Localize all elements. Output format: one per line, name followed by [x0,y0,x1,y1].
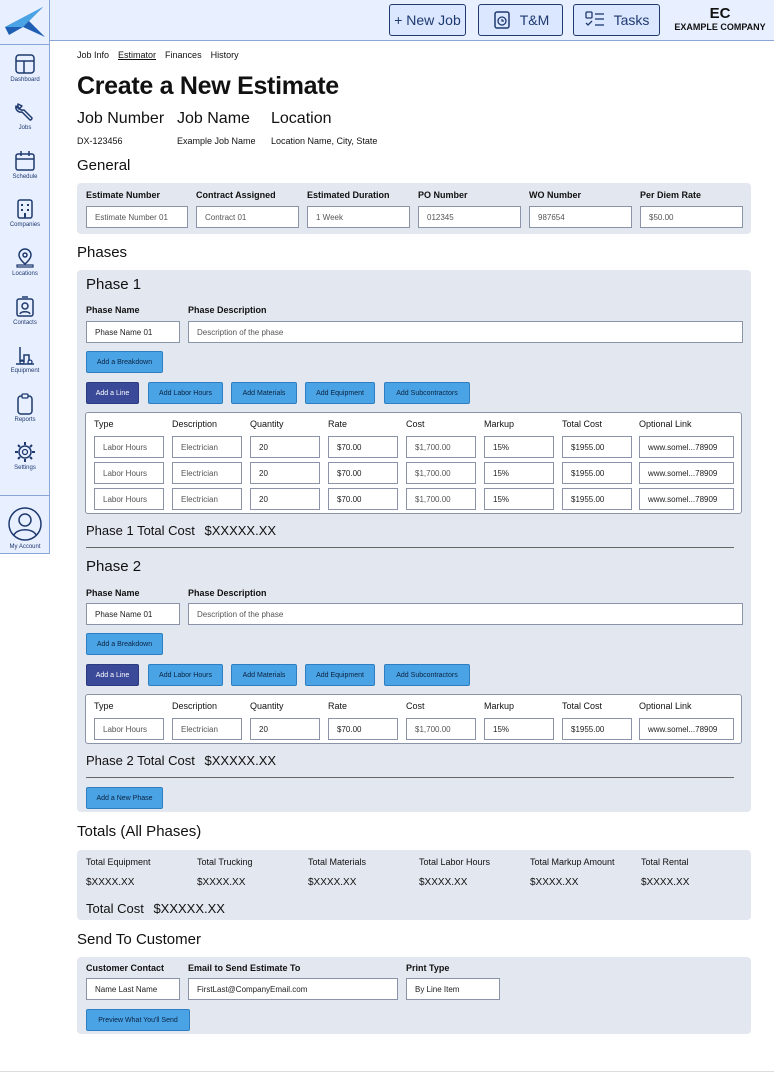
field-po-number [418,190,521,228]
general-heading: General [77,157,131,174]
total-item [419,857,490,888]
optional-link-input[interactable]: www.somel...78909 [639,488,734,510]
phase-title: Phase 1 [86,276,142,293]
company-name: EXAMPLE COMPANY [674,22,766,32]
job-name-value: Example Job Name [177,136,256,146]
add-equipment-button[interactable]: Add Equipment [305,664,375,686]
total-item-label: Total Trucking [197,857,253,867]
tm-label: T&M [519,12,550,28]
grand-total-label: Total Cost [86,901,144,916]
column-header: Rate [328,701,348,711]
phase-name-label: Phase Name [86,305,140,315]
sidebar-divider [0,44,50,45]
optional-link-input[interactable]: www.somel...78909 [639,462,734,484]
type-input[interactable]: Labor Hours [94,488,164,510]
footer-divider [0,1071,774,1072]
phase-description-label: Phase Description [188,588,267,598]
add-labor-hours-button[interactable]: Add Labor Hours [148,664,223,686]
phases-heading: Phases [77,244,128,261]
column-header: Optional Link [639,419,692,429]
description-input[interactable]: Electrician [172,718,242,740]
customer-contact-field [86,963,180,1000]
total-item-value: $XXXX.XX [308,877,357,888]
total-item-value: $XXXX.XX [641,877,690,888]
field-label: Customer Contact [86,963,165,973]
total-item-label: Total Labor Hours [419,857,491,867]
markup-input[interactable]: 15% [484,462,554,484]
totals-panel [77,850,751,920]
contact-card-icon [14,296,36,318]
add-new-phase-button[interactable]: Add a New Phase [86,787,163,809]
cost-input[interactable]: $1,700.00 [406,718,476,740]
sidebar-item-dashboard[interactable] [0,53,50,83]
sidebar-item-label: Equipment [10,368,40,374]
total-item [86,857,151,888]
building-icon [14,198,36,220]
description-input[interactable]: Electrician [172,436,242,458]
total-item-value: $XXXX.XX [530,877,579,888]
total-item [197,857,253,888]
rate-input[interactable]: $70.00 [328,718,398,740]
phase-description-input[interactable]: Description of the phase [188,603,743,625]
field-label: Contract Assigned [196,190,276,200]
field-label: Print Type [406,963,450,973]
total-cost-input[interactable]: $1955.00 [562,436,632,458]
per-diem-rate-input[interactable]: $50.00 [640,206,743,228]
send-panel [77,957,751,1034]
cost-input[interactable]: $1,700.00 [406,436,476,458]
sidebar-item-label: Schedule [12,174,38,180]
po-number-input[interactable]: 012345 [418,206,521,228]
grand-total-value: $XXXXX.XX [153,901,225,916]
total-item-label: Total Equipment [86,857,151,867]
add-subcontractors-button[interactable]: Add Subcontractors [384,664,470,686]
field-wo-number [529,190,632,228]
type-input[interactable]: Labor Hours [94,462,164,484]
cost-input[interactable]: $1,700.00 [406,488,476,510]
total-item [308,857,366,888]
sidebar-item-settings[interactable] [0,441,50,471]
sidebar-item-contacts[interactable] [0,296,50,326]
grand-total [86,901,225,916]
tab-finances[interactable]: Finances [165,50,202,60]
total-item-label: Total Rental [641,857,689,867]
email-field [188,963,398,1000]
column-header: Cost [406,419,425,429]
column-header: Total Cost [562,419,603,429]
sidebar-item-equipment[interactable] [0,344,50,374]
sidebar-divider [0,495,50,496]
clipboard-icon [14,393,36,415]
sidebar-item-locations[interactable] [0,247,50,277]
add-breakdown-button[interactable]: Add a Breakdown [86,351,163,373]
phase-name-input[interactable]: Phase Name 01 [86,603,180,625]
rate-input[interactable]: $70.00 [328,462,398,484]
column-header: Markup [484,701,515,711]
location-value: Location Name, City, State [271,136,378,146]
phases-panel [77,270,751,812]
column-header: Cost [406,701,425,711]
tasks-button[interactable] [573,4,660,36]
total-item-value: $XXXX.XX [86,877,135,888]
total-item-label: Total Markup Amount [530,857,615,867]
line-items-table [85,412,742,514]
phase-title: Phase 2 [86,558,142,575]
sidebar-item-jobs[interactable] [0,101,50,131]
field-label: Estimate Number [86,190,161,200]
quantity-input[interactable]: 20 [250,488,320,510]
phase-name-label: Phase Name [86,588,140,598]
total-cost-input[interactable]: $1955.00 [562,462,632,484]
main-content [77,50,751,146]
tasks-label: Tasks [613,12,650,28]
field-label: WO Number [529,190,582,200]
print-type-field [406,963,500,1000]
description-input[interactable]: Electrician [172,488,242,510]
sidebar-item-label: Dashboard [10,77,40,83]
location-pin-icon [14,247,36,269]
add-materials-button[interactable]: Add Materials [231,382,297,404]
tab-job-info[interactable]: Job Info [77,50,110,60]
sidebar-item-my-account[interactable] [0,506,50,550]
forklift-icon [14,344,36,366]
cost-input[interactable]: $1,700.00 [406,462,476,484]
location-label: Location [271,110,332,127]
calendar-icon [14,150,36,172]
phase-total [86,753,276,768]
wrench-icon [14,101,36,123]
sidebar-item-schedule[interactable] [0,150,50,180]
tab-history[interactable]: History [210,50,239,60]
phase-description-input[interactable]: Description of the phase [188,321,743,343]
sidebar-item-label: Reports [14,417,36,423]
totals-heading: Totals (All Phases) [77,823,202,840]
total-item-value: $XXXX.XX [197,877,246,888]
total-cost-input[interactable]: $1955.00 [562,718,632,740]
field-per-diem-rate [640,190,743,228]
page-title: Create a New Estimate [77,72,339,100]
top-header [50,0,774,41]
phase-total-value: $XXXXX.XX [204,523,277,538]
total-item-label: Total Materials [308,857,367,867]
add-subcontractors-button[interactable]: Add Subcontractors [384,382,470,404]
general-panel [77,183,751,234]
column-header: Quantity [250,701,284,711]
field-estimate-number [86,190,188,228]
field-label: Per Diem Rate [640,190,702,200]
markup-input[interactable]: 15% [484,436,554,458]
estimate-number-input[interactable]: Estimate Number 01 [86,206,188,228]
phase-description-label: Phase Description [188,305,267,315]
email-input[interactable]: FirstLast@CompanyEmail.com [188,978,398,1000]
column-header: Type [94,701,114,711]
tm-button[interactable] [478,4,563,36]
sidebar-item-reports[interactable] [0,393,50,423]
table-header [86,419,743,431]
tab-bar [77,50,751,60]
contract-assigned-input[interactable]: Contract 01 [196,206,299,228]
optional-link-input[interactable]: www.somel...78909 [639,436,734,458]
phase-divider [86,547,734,548]
column-header: Description [172,701,218,711]
document-clock-icon [492,10,512,30]
estimated-duration-input[interactable]: 1 Week [307,206,410,228]
sidebar-item-label: My Account [9,544,41,550]
total-item [641,857,689,888]
table-header [86,701,743,713]
field-label: Estimated Duration [307,190,390,200]
sidebar-item-label: Settings [14,465,36,471]
field-estimated-duration [307,190,410,228]
markup-input[interactable]: 15% [484,718,554,740]
add-line-button[interactable]: Add a Line [86,664,139,686]
sidebar-item-companies[interactable] [0,198,50,228]
add-breakdown-button[interactable]: Add a Breakdown [86,633,163,655]
field-label: PO Number [418,190,468,200]
company-abbr: EC [709,5,731,22]
add-labor-hours-button[interactable]: Add Labor Hours [148,382,223,404]
job-summary [77,110,751,146]
field-contract-assigned [196,190,299,228]
type-input[interactable]: Labor Hours [94,436,164,458]
column-header: Rate [328,419,348,429]
tab-estimator[interactable]: Estimator [118,50,157,60]
quantity-input[interactable]: 20 [250,436,320,458]
rate-input[interactable]: $70.00 [328,436,398,458]
add-line-button[interactable]: Add a Line [86,382,139,404]
add-materials-button[interactable]: Add Materials [231,664,297,686]
airplane-logo-icon[interactable] [3,3,47,41]
quantity-input[interactable]: 20 [250,462,320,484]
gear-icon [14,441,36,463]
description-input[interactable]: Electrician [172,462,242,484]
column-header: Markup [484,419,515,429]
markup-input[interactable]: 15% [484,488,554,510]
job-number-label: Job Number [77,110,165,127]
phase-divider [86,777,734,778]
company-brand [668,6,772,33]
phase-total [86,523,276,538]
phase-total-label: Phase 2 Total Cost [86,753,195,768]
new-job-button[interactable] [389,4,466,36]
total-item [530,857,615,888]
job-name-label: Job Name [177,110,250,127]
column-header: Type [94,419,114,429]
total-item-value: $XXXX.XX [419,877,468,888]
column-header: Optional Link [639,701,692,711]
phase-name-input[interactable]: Phase Name 01 [86,321,180,343]
column-header: Description [172,419,218,429]
print-type-select[interactable]: By Line Item [406,978,500,1000]
total-cost-input[interactable]: $1955.00 [562,488,632,510]
user-avatar-icon [7,506,43,542]
type-input[interactable]: Labor Hours [94,718,164,740]
job-number-value: DX-123456 [77,136,123,146]
add-equipment-button[interactable]: Add Equipment [305,382,375,404]
sidebar-item-label: Locations [12,271,38,277]
phase-total-label: Phase 1 Total Cost [86,523,195,538]
optional-link-input[interactable]: www.somel...78909 [639,718,734,740]
sidebar-item-label: Companies [9,222,41,228]
field-label: Email to Send Estimate To [188,963,301,973]
column-header: Quantity [250,419,284,429]
rate-input[interactable]: $70.00 [328,488,398,510]
send-heading: Send To Customer [77,931,201,948]
line-items-table [85,694,742,744]
phase-total-value: $XXXXX.XX [204,753,277,768]
wo-number-input[interactable]: 987654 [529,206,632,228]
preview-button[interactable]: Preview What You'll Send [86,1009,190,1031]
sidebar-item-label: Jobs [18,125,32,131]
column-header: Total Cost [562,701,603,711]
sidebar-item-label: Contacts [13,320,37,326]
quantity-input[interactable]: 20 [250,718,320,740]
new-job-label: + New Job [394,12,461,28]
checklist-icon [584,10,606,30]
sidebar [0,0,50,554]
dashboard-icon [14,53,36,75]
customer-contact-input[interactable]: Name Last Name [86,978,180,1000]
